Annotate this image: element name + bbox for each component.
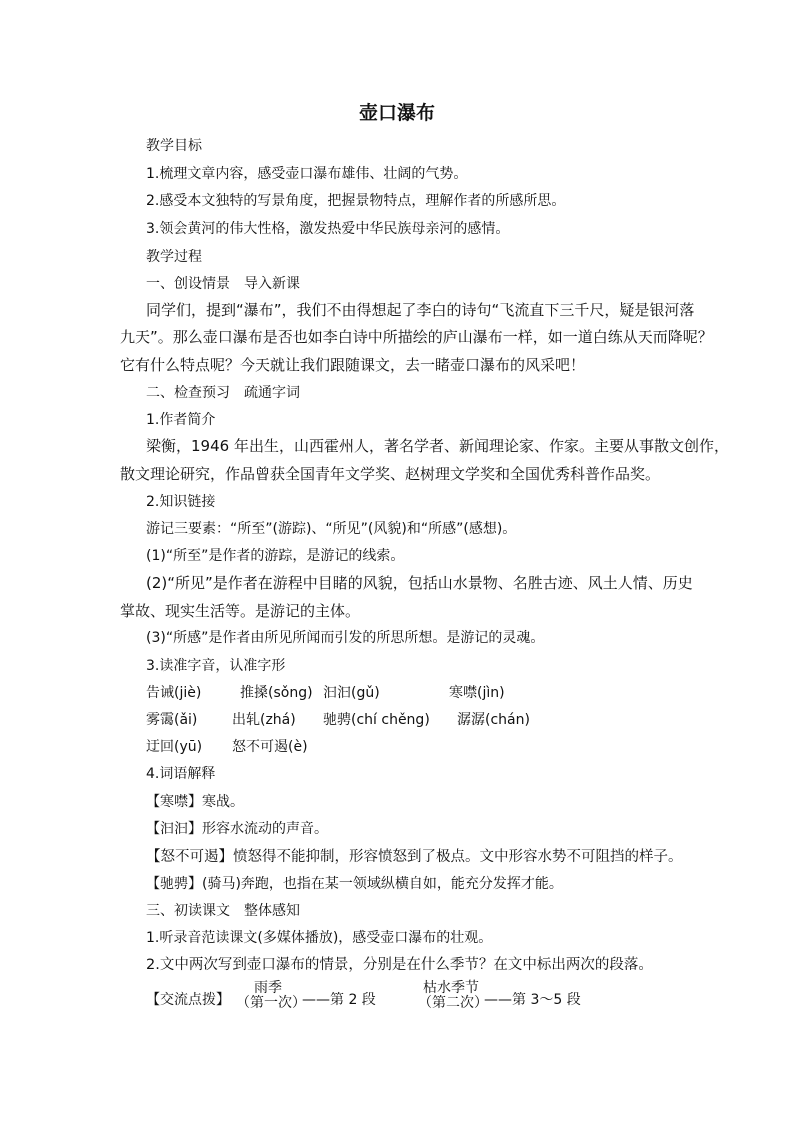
author-paragraph-line: 散文理论研究，作品曾获全国青年文学奖、赵树理文学奖和全国优秀科普作品奖。 [120,465,661,483]
pronunciation-item: 迂回(yū) [146,739,203,755]
subsection-heading: 3.读准字音，认准字形 [146,658,286,674]
knowledge-line: (2)“所见”是作者在游程中目睹的风貌，包括山水景物、名胜古迹、风土人情、历史 [146,574,693,592]
second-paragraph-ref: ——第 3～5 段 [484,992,581,1008]
intro-paragraph-line: 同学们，提到“瀑布”，我们不由得想起了李白的诗句“飞流直下三千尺，疑是银河落 [146,301,695,319]
vocab-entry: 【寒噤】寒战。 [146,794,244,810]
page-title: 壶口瀑布 [358,102,435,124]
vocab-entry: 【怒不可遏】愤怒得不能抑制，形容愤怒到了极点。文中形容水势不可阻挡的样子。 [146,849,683,865]
knowledge-line: (1)“所至”是作者的游踪，是游记的线索。 [146,548,405,564]
pronunciation-item: 驰骋(chí chěng) [323,712,430,728]
first-occurrence [236,980,306,1011]
reading-item: 1.听录音范读课文(多媒体播放)，感受壶口瀑布的壮观。 [146,930,493,946]
goal-item: 3.领会黄河的伟大性格，激发热爱中华民族母亲河的感情。 [146,221,510,237]
section-heading: 二、检查预习 疏通字词 [146,385,300,401]
exchange-label: 【交流点拨】 [146,992,230,1008]
author-paragraph-line: 梁衡，1946 年出生，山西霍州人，著名学者、新闻理论家、作家。主要从事散文创作， [146,437,729,455]
pronunciation-item: 潺潺(chán) [457,712,530,728]
goal-item: 2.感受本文独特的写景角度，把握景物特点，理解作者的所感所思。 [146,193,566,209]
pronunciation-item: 雾霭(ǎi) [146,712,198,728]
pronunciation-item: 推搡(sǒng) [240,685,313,701]
pronunciation-item: 汩汩(gǔ) [323,685,380,701]
vocab-entry: 【驰骋】(骑马)奔跑，也指在某一领域纵横自如，能充分发挥才能。 [146,876,563,892]
pronunciation-item: 寒噤(jìn) [449,685,505,701]
vocab-entry: 【汩汩】形容水流动的声音。 [146,821,328,837]
section-heading: 三、初读课文 整体感知 [146,903,300,919]
second-season: 枯水季节 [423,980,479,996]
first-season: 雨季 [254,980,282,996]
pronunciation-item: 怒不可遏(è) [232,739,308,755]
intro-paragraph-line: 它有什么特点呢？今天就让我们跟随课文，去一睹壶口瀑布的风采吧！ [120,356,586,374]
subsection-heading: 2.知识链接 [146,494,216,510]
reading-item: 2.文中两次写到壶口瀑布的情景，分别是在什么季节？在文中标出两次的段落。 [146,957,653,973]
pronunciation-item: 出轧(zhá) [232,712,296,728]
second-tag: （第二次） [418,995,488,1011]
first-paragraph-ref: ——第 2 段 [302,992,376,1008]
subsection-heading: 4.词语解释 [146,766,216,782]
section-heading: 一、创设情景 导入新课 [146,276,300,292]
process-heading: 教学过程 [146,249,202,265]
intro-paragraph-line: 九天”。那么壶口瀑布是否也如李白诗中所描绘的庐山瀑布一样，如一道白练从天而降呢？ [120,328,713,346]
subsection-heading: 1.作者简介 [146,412,216,428]
goals-heading: 教学目标 [146,138,202,154]
second-occurrence [418,980,488,1011]
goal-item: 1.梳理文章内容，感受壶口瀑布雄伟、壮阔的气势。 [146,166,468,182]
knowledge-line: 游记三要素：“所至”(游踪)、“所见”(风貌)和“所感”(感想)。 [146,521,517,537]
first-tag: （第一次） [236,995,306,1011]
knowledge-line: (3)“所感”是作者由所见所闻而引发的所思所想。是游记的灵魂。 [146,630,545,646]
pronunciation-item: 告诫(jiè) [146,685,202,701]
knowledge-line: 掌故、现实生活等。是游记的主体。 [120,602,361,620]
